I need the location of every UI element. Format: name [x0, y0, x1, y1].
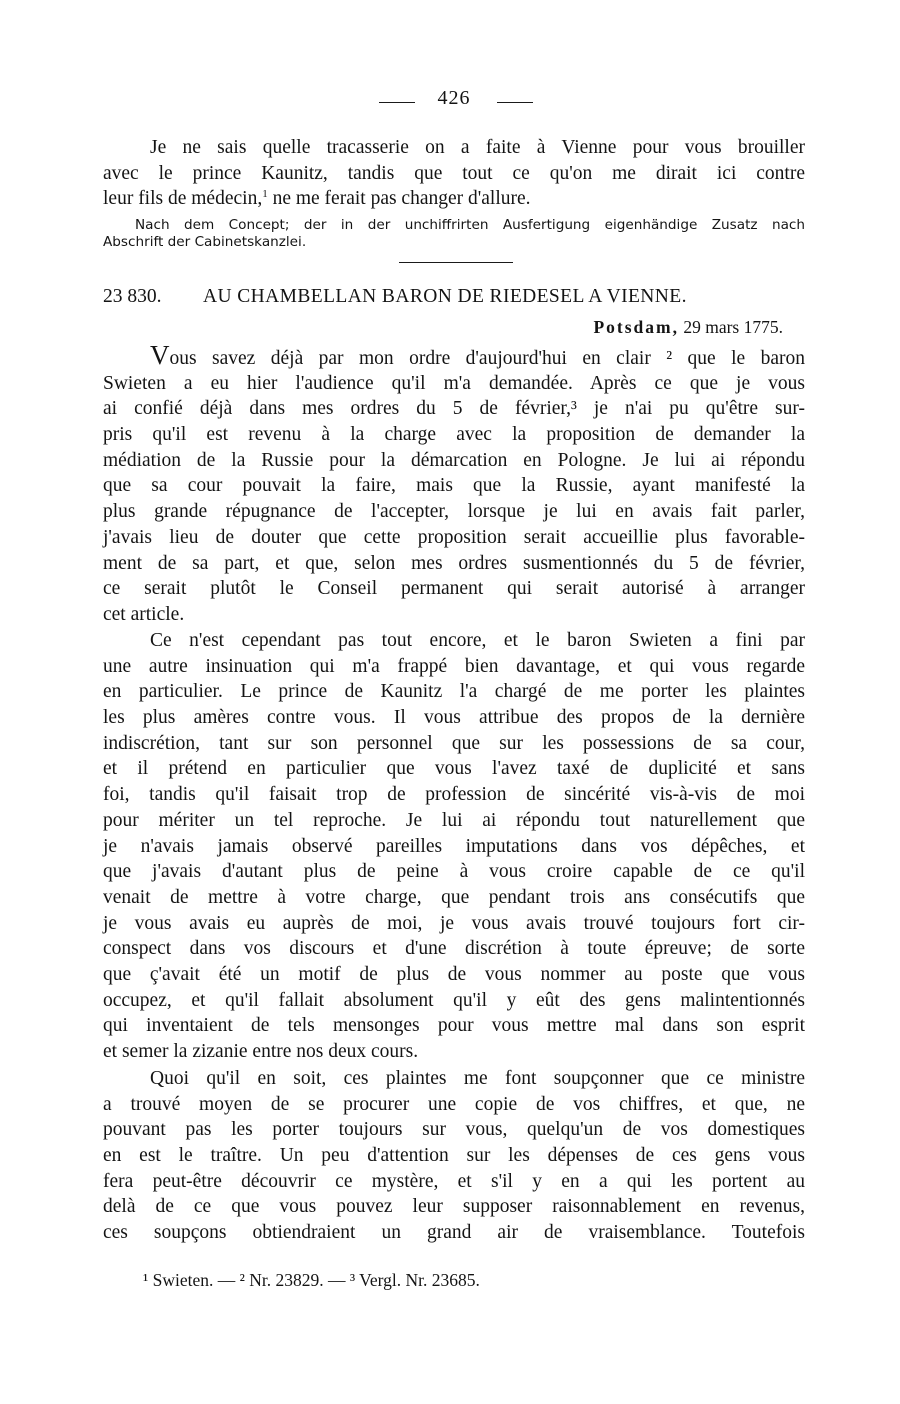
- text-line: et il prétend en particulier que vous l'avez taxé de duplicité et sans: [103, 758, 805, 780]
- text-line: que ç'avait été un motif de plus de vous nommer au poste que vous: [103, 963, 805, 985]
- text-line: cet article.: [103, 603, 185, 625]
- letter-date: 29 mars 1775.: [683, 317, 783, 337]
- text-line: qui inventaient de tels mensonges pour vous mettre mal dans son esprit: [103, 1015, 805, 1037]
- text-line: [103, 186, 805, 212]
- letter-number: 23 830.: [103, 286, 162, 307]
- text-line: je vous avais eu auprès de moi, je vous avais trouvé toujours fort cir-: [103, 912, 805, 934]
- text-line: en particulier. Le prince de Kaunitz l'a chargé de me porter les plaintes: [103, 681, 805, 703]
- text-line: Quoi qu'il en soit, ces plaintes me font soupçonner que ce ministre: [150, 1068, 805, 1089]
- text-line: venait de mettre à votre charge, que pendant trois ans consécutifs que: [103, 886, 805, 908]
- page-number: 426: [437, 87, 471, 109]
- letter-heading: [103, 284, 805, 310]
- note-line: Nach dem Concept; der in der unchiffrirten Ausfertigung eigenhändige Zusatz nach: [135, 217, 805, 233]
- text-line: que j'avais d'autant plus de peine à vous croire capable de ce qu'il: [103, 861, 805, 883]
- paragraph-2: [103, 628, 805, 1065]
- text-line: occupez, et qu'il fallait absolument qu'il y eût des gens malintentionnés: [103, 989, 805, 1011]
- text-line-content: leur fils de médecin,$^1$ ne me ferait pas changer d'allure.: [103, 188, 531, 210]
- text-line: j'avais lieu de douter que cette proposition serait accueillie plus favorable-: [103, 526, 805, 548]
- letter-title: AU CHAMBELLAN BARON DE RIEDESEL A VIENNE.: [203, 286, 687, 307]
- text-line: que sa cour pouvait la faire, mais que la Russie, ayant manifesté la: [103, 475, 805, 497]
- text-line: delà de ce que vous pouvez leur supposer raisonnablement en revenus,: [103, 1196, 805, 1218]
- drop-cap: V: [150, 340, 170, 370]
- text-line: Je ne sais quelle tracasserie on a faite à Vienne pour vous brouiller: [150, 137, 805, 158]
- header-rule-right: [497, 102, 533, 103]
- text-line: plus grande répugnance de l'accepter, lorsque je lui en avais fait parler,: [103, 501, 805, 523]
- note-line: Abschrift der Cabinetskanzlei.: [103, 234, 307, 250]
- text-line: pouvant pas les porter toujours sur vous, quelqu'un de vos domestiques: [103, 1119, 805, 1141]
- text-line: les plus amères contre vous. Il vous attribue des propos de la dernière: [103, 707, 805, 729]
- text-line: avec le prince Kaunitz, tandis que tout ce qu'on me dirait ici contre: [103, 162, 805, 184]
- text-line: pris qu'il est revenu à la charge avec la proposition de demander la: [103, 424, 805, 446]
- text-line: une autre insinuation qui m'a frappé bien davantage, et qui vous regarde: [103, 655, 805, 677]
- source-note: [103, 217, 805, 251]
- text-line: en est le traître. Un peu d'attention sur les dépenses de ces gens vous: [103, 1145, 805, 1167]
- page-header: [103, 86, 805, 118]
- text-line: [103, 340, 805, 371]
- text-line: je n'avais jamais observé pareilles imputations dans vos dépêches, et: [103, 835, 805, 857]
- text-line: a trouvé moyen de se procurer une copie de vos chiffres, et que, ne: [103, 1093, 805, 1115]
- text-line: foi, tandis qu'il faisait trop de profession de sincérité vis-à-vis de moi: [103, 784, 805, 806]
- footnote-marker: 1: [262, 188, 268, 201]
- paragraph-3: [103, 1066, 805, 1246]
- opening-paragraph: [103, 135, 805, 212]
- text-line: ai confié déjà dans mes ordres du 5 de février,³ je n'ai pu qu'être sur-: [103, 398, 805, 420]
- text-line: ces soupçons obtiendraient un grand air de vraisemblance. Toutefois: [103, 1222, 805, 1244]
- footnotes: ¹ Swieten. — ² Nr. 23829. — ³ Vergl. Nr. 23685.: [143, 1270, 480, 1290]
- paragraph-1: [103, 340, 805, 628]
- text-line-content: ous savez déjà par mon ordre d'aujourd'hui en clair ² que le baron: [169, 348, 805, 369]
- text-line: indiscrétion, tant sur son personnel que sur les possessions de sa cour,: [103, 732, 805, 754]
- text-line: fera peut-être découvrir ce mystère, et s'il y en a qui les portent au: [103, 1170, 805, 1192]
- dateline: [383, 316, 783, 338]
- text-line: conspect dans vos discours et d'une discrétion à toute épreuve; de sorte: [103, 938, 805, 960]
- text-line: Swieten a eu hier l'audience qu'il m'a demandée. Après ce que je vous: [103, 372, 805, 394]
- text-line: médiation de la Russie pour la démarcation en Pologne. Je lui ai répondu: [103, 449, 805, 471]
- text-line: et semer la zizanie entre nos deux cours.: [103, 1041, 419, 1062]
- text-line: pour mériter un tel reproche. Je lui ai répondu tout naturellement que: [103, 809, 805, 831]
- text-line: Ce n'est cependant pas tout encore, et le baron Swieten a fini par: [150, 630, 805, 651]
- text-line: ment de sa part, et que, selon mes ordres susmentionnés du 5 de février,: [103, 552, 805, 574]
- letter-place: Potsdam,: [593, 317, 679, 337]
- section-divider: [399, 262, 513, 263]
- text-line: ce serait plutôt le Conseil permanent qui serait autorisé à arranger: [103, 578, 805, 600]
